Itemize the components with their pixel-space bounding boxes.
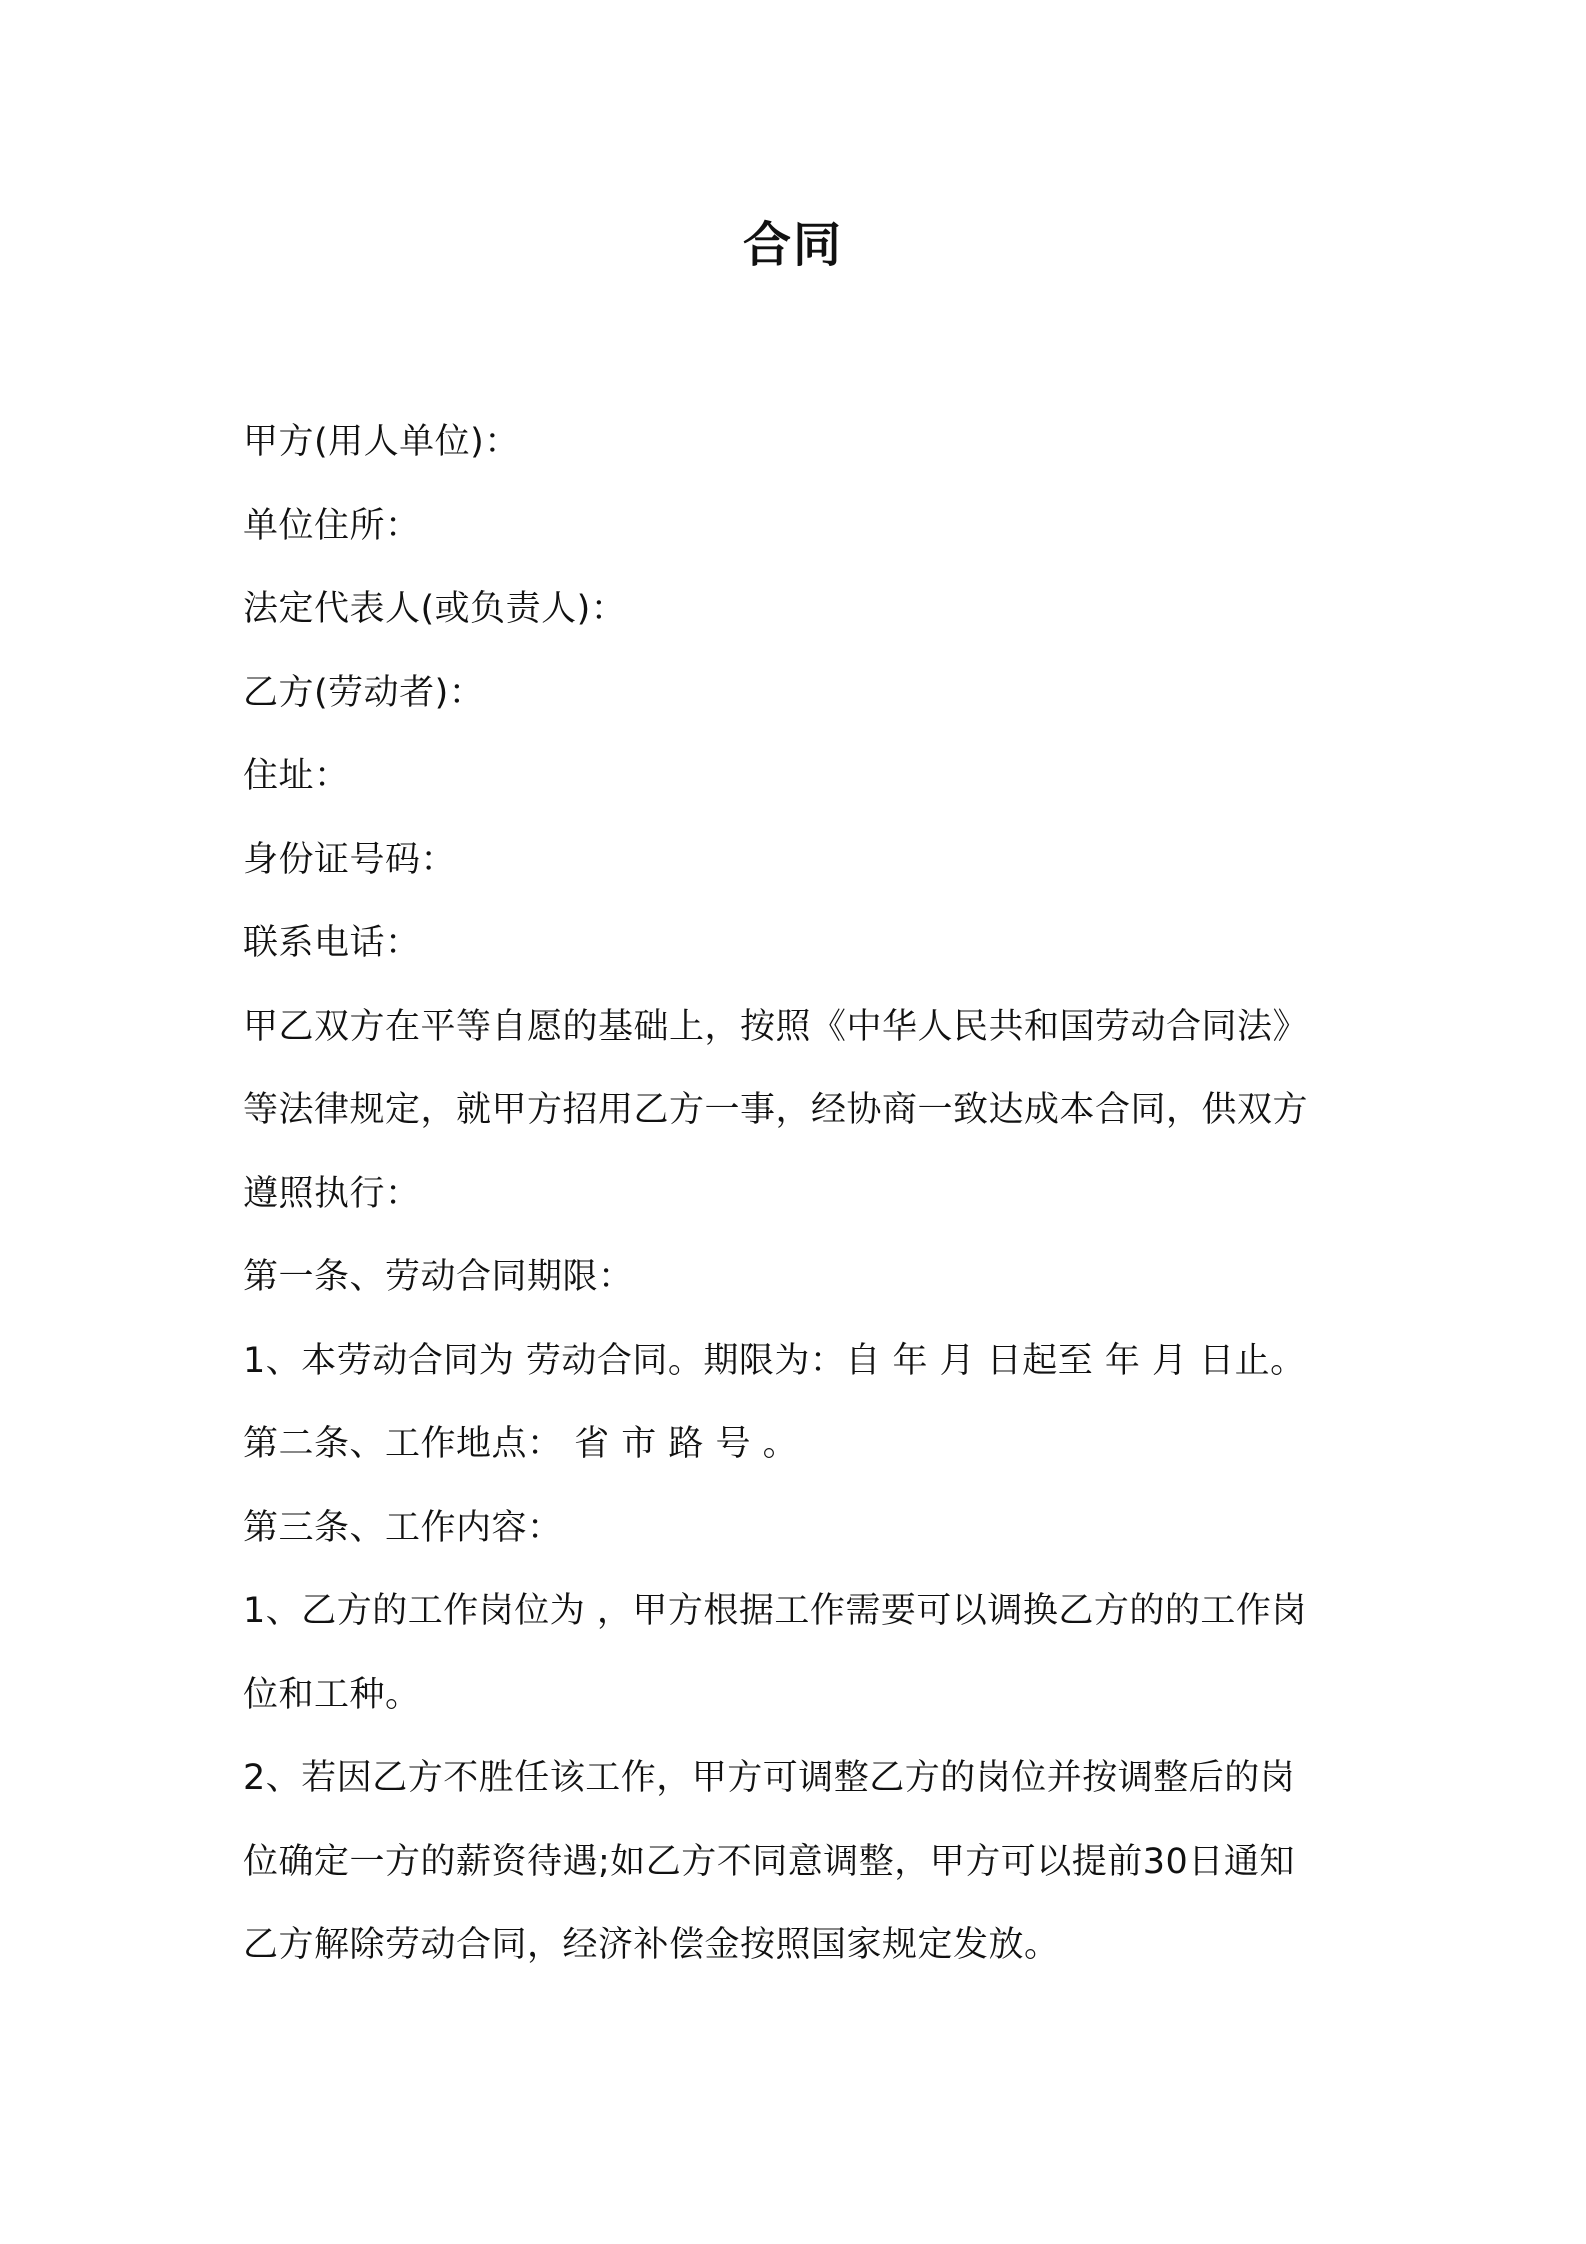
preamble-line-2: 等法律规定，就甲方招用乙方一事，经协商一致达成本合同，供双方 [243,1090,1309,1130]
legal-representative-line: 法定代表人(或负责人)： [243,589,627,629]
employee-address-line: 住址： [243,756,350,796]
employer-address-line: 单位住所： [243,505,421,546]
article-3-clause-2-line-1: 2、若因乙方不胜任该工作，甲方可调整乙方的岗位并按调整后的岗 [243,1758,1296,1798]
article-1-heading: 第一条、劳动合同期限： [243,1257,634,1297]
article-2-heading: 第二条、工作地点： 省 市 路 号 。 [243,1424,799,1464]
article-1-clause-1: 1、本劳动合同为 劳动合同。期限为：自 年 月 日起至 年 月 日止。 [243,1340,1306,1381]
article-3-clause-2-line-2: 位确定一方的薪资待遇;如乙方不同意调整，甲方可以提前30日通知 [243,1841,1295,1882]
document-body [243,401,1363,1988]
preamble-line-3: 遵照执行： [243,1173,421,1214]
party-b-employee-line: 乙方(劳动者)： [243,672,485,713]
document-title: 合同 [742,217,843,273]
party-a-employer-line: 甲方(用人单位)： [243,422,520,462]
phone-line: 联系电话： [243,923,421,963]
id-number-line: 身份证号码： [243,839,457,880]
article-3-clause-1-line-1: 1、乙方的工作岗位为 ，甲方根据工作需要可以调换乙方的的工作岗 [243,1591,1307,1631]
preamble-line-1: 甲乙双方在平等自愿的基础上，按照《中华人民共和国劳动合同法》 [243,1006,1309,1047]
article-3-clause-1-line-2: 位和工种。 [243,1674,421,1715]
article-3-heading: 第三条、工作内容： [243,1507,563,1548]
article-3-clause-2-line-3: 乙方解除劳动合同，经济补偿金按照国家规定发放。 [243,1925,1060,1965]
